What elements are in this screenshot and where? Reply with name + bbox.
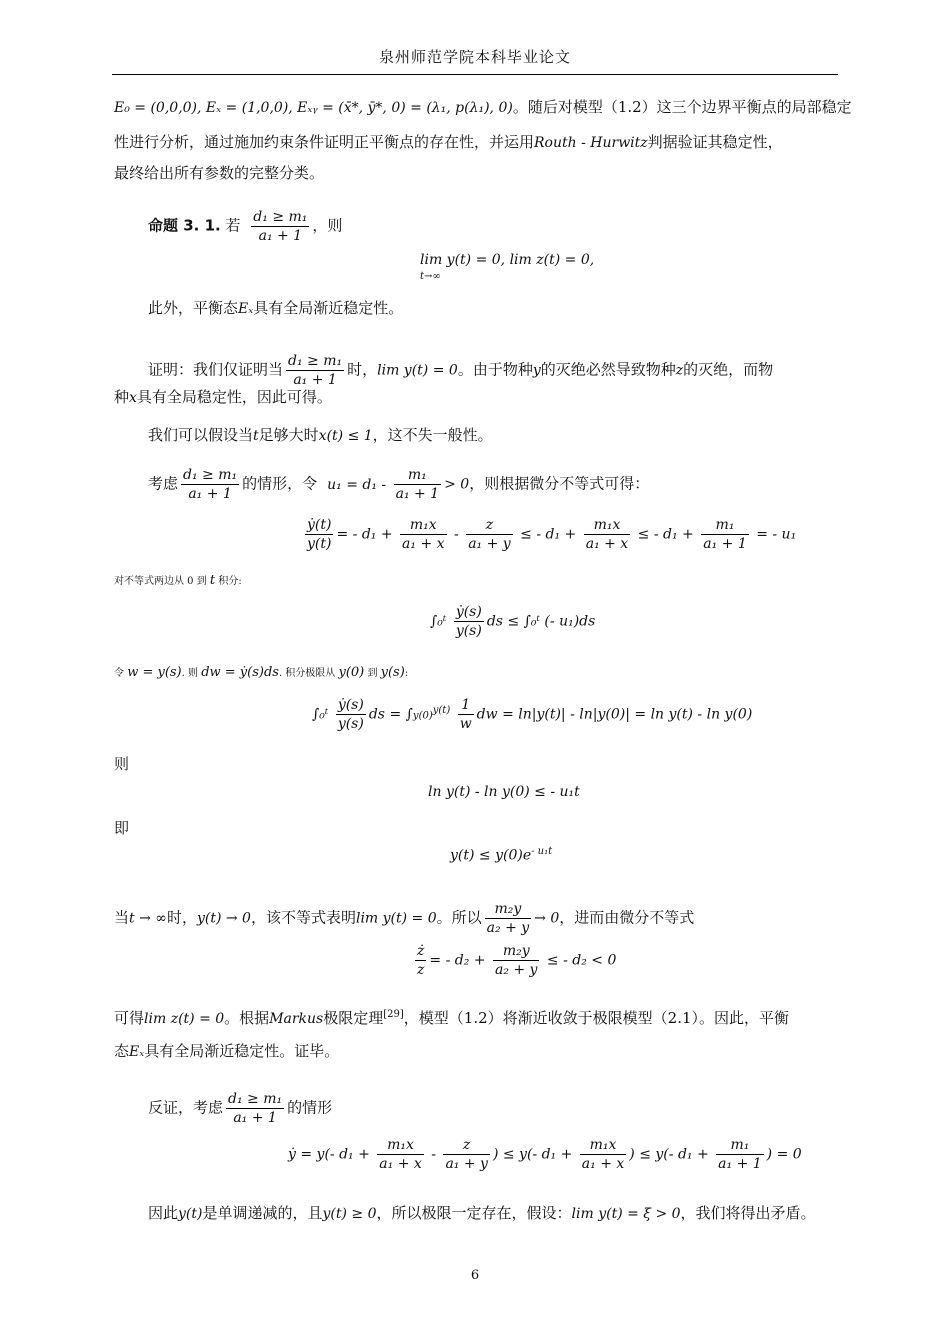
- y-dot-inequality: ẏ = y(- d₁ + $\frac{\text{m₁x}}{\text{a₁ + x}}$ - $\frac{z}{\text{a₁ + y}}$ ) ≤ y(- d₁ + $\frac{\text{m₁x}}{\text{a₁ + x}}$ ) ≤ y(- d₁ + $\frac{\text{m₁}}{\text{a₁ + 1}}$ ) = 0: [288, 1137, 802, 1172]
- condition-fraction: $\frac{\text{d₁ ≥ m₁}}{\text{a₁ + 1}}$: [228, 1091, 283, 1126]
- condition-fraction: $\frac{\text{d₁ ≥ m₁}}{\text{a₁ + 1}}$: [288, 353, 343, 388]
- limit-text: lim y(t) = 0, lim z(t) = 0,: [420, 252, 595, 268]
- text-span: 足够大时: [258, 426, 319, 444]
- condition-fraction: $\frac{\text{d₁ ≥ m₁}}{\text{a₁ + 1}}$: [183, 467, 238, 502]
- conclusion-line-2: 态Eₓ具有全局渐近稳定性。证毕。: [114, 1042, 340, 1060]
- equilibria-formula: E₀ = (0,0,0), Eₓ = (1,0,0), Eₓᵧ = (x̄*, ȳ*, 0) = (λ₁, p(λ₁), 0): [114, 100, 513, 116]
- limit-equation: [420, 252, 594, 268]
- text-span: 我们可以假设当: [148, 426, 254, 444]
- integral-evaluation: ∫₀ᵗ $\frac{\text{ẏ(s)}}{y(s)}$ ds = $\int y(0)^{y(t)}$ $\frac{1}{w}$ dw = ln|y(t)| - ln|y(0)| = ln y(t) - ln y(0): [312, 697, 753, 732]
- text-span: . 积分极限从: [278, 668, 336, 679]
- citation: [29]: [383, 1009, 404, 1020]
- text-span: ，模型（1.2）将渐近收敛于极限模型（2.1）。因此，平衡: [403, 1009, 790, 1027]
- text-span: 对不等式两边从 0 到: [114, 576, 207, 587]
- page-header-title: 泉州师范学院本科毕业论文: [378, 48, 571, 66]
- text-span: 若: [225, 216, 241, 235]
- text-span: ，所以极限一定存在，假设：: [376, 1204, 572, 1222]
- text-span: 判据验证其稳定性，: [647, 133, 783, 151]
- limit-subscript: t→∞: [420, 271, 441, 282]
- proposition-line: [148, 208, 342, 245]
- text-span: 到: [367, 668, 378, 679]
- text-span: 当: [114, 908, 130, 927]
- differential-inequality: $\frac{\text{ẏ(t)}}{y(t)}$ = - d₁ + $\frac{\text{m₁x}}{\text{a₁ + x}}$ - $\frac{z}{\text{a₁ + y}}$ ≤ - d₁ + $\frac{\text{m₁x}}{\text{a₁ + x}}$ ≤ - d₁ + $\frac{\text{m₁}}{\text{a₁ + 1}}$ = - u₁: [307, 517, 797, 552]
- reverse-line: [148, 1090, 332, 1127]
- text-span: 具有全局渐近稳定性。: [253, 299, 404, 317]
- text-span: :: [404, 668, 409, 679]
- text-span: 此外，平衡态: [148, 299, 239, 317]
- text-span: 反证，考虑: [148, 1098, 224, 1117]
- substitution-note: 令 w = y(s). 则 dw = ẏ(s)ds. 积分极限从 y(0) 到 y(s):: [114, 665, 409, 680]
- text-span: ，我们将得出矛盾。: [680, 1204, 816, 1222]
- z-inequality: $\frac{ż}{z}$ = - d₂ + $\frac{\text{m₂y}}{\text{a₂ + y}}$ ≤ - d₂ < 0: [417, 943, 617, 978]
- text-span: 。所以: [436, 908, 482, 927]
- condition-fraction: $\frac{\text{d₁ ≥ m₁}}{\text{a₁ + 1}}$: [253, 209, 308, 244]
- text-span: 最终给出所有参数的完整分类。: [114, 164, 325, 182]
- text-span: 的情形，令: [242, 474, 318, 493]
- markus-term: Markus: [269, 1011, 324, 1027]
- text-span: 态: [114, 1042, 130, 1060]
- exponent: - u₁t: [531, 846, 553, 857]
- text-span: 极限定理: [323, 1009, 384, 1027]
- text-span: 。随后对模型（1.2）这三个边界平衡点的局部稳定: [512, 98, 852, 116]
- ie-label: 即: [114, 819, 130, 837]
- text-span: 。根据: [224, 1009, 270, 1027]
- integral-inequality: ∫₀ᵗ $\frac{\text{ẏ(s)}}{y(s)}$ ds ≤ ∫₀ᵗ (- u₁)ds: [430, 604, 596, 639]
- text-span: ，该不等式表明: [250, 908, 356, 927]
- text-span: 种: [114, 388, 130, 406]
- text-span: 考虑: [148, 474, 179, 493]
- consider-line: 考虑 $\frac{\text{d₁ ≥ m₁}}{\text{a₁ + 1}}$ 的情形，令 u₁ = d₁ - $\frac{\text{m₁}}{\text{a₁ + 1}}$ > 0，则根据微分不等式可得：: [148, 467, 650, 502]
- text-span: 可得: [114, 1009, 145, 1027]
- text-span: ，则根据微分不等式可得：: [469, 474, 650, 493]
- text-span: 具有全局渐近稳定性。证毕。: [144, 1042, 340, 1060]
- text-span: 令: [114, 668, 124, 679]
- header-rule: [112, 74, 838, 75]
- text-span: y(t) ≤ y(0)e: [450, 847, 532, 864]
- log-inequality: ln y(t) - ln y(0) ≤ - u₁t: [428, 784, 580, 800]
- text-span: 时，: [347, 360, 378, 379]
- assume-line: 我们可以假设当t足够大时x(t) ≤ 1，这不失一般性。: [148, 426, 493, 444]
- proof-line-1: 证明：我们仅证明当 $\frac{\text{d₁ ≥ m₁}}{\text{a₁ + 1}}$ 时，lim y(t) = 0。由于物种y的灭绝必然导致物种z的灭绝，而物: [148, 353, 774, 388]
- ex-symbol: Eₓ: [238, 301, 254, 317]
- last-line: 因此y(t)是单调递减的，且y(t) ≥ 0，所以极限一定存在，假设：lim y(t) = ξ > 0，我们将得出矛盾。: [148, 1204, 816, 1222]
- text-span: ，则: [312, 216, 343, 235]
- text-span: 性进行分析，通过施加约束条件证明正平衡点的存在性，并运用: [114, 133, 535, 151]
- page-number: 6: [470, 1268, 480, 1283]
- limit-argument-line: 当t → ∞时，y(t) → 0，该不等式表明lim y(t) = 0。所以 $\frac{\text{m₂y}}{\text{a₂ + y}}$ → 0，进而由微分不等式: [114, 901, 695, 936]
- integrate-note: 对不等式两边从 0 到 t 积分:: [114, 573, 242, 588]
- text-span: 的情形: [287, 1098, 333, 1117]
- conclusion-line-1: 可得lim z(t) = 0。根据Markus极限定理[29]，模型（1.2）将渐近收敛于极限模型（2.1）。因此，平衡: [114, 1009, 790, 1027]
- text-span: 具有全局稳定性，因此可得。: [136, 388, 332, 406]
- text-span: . 则: [181, 668, 198, 679]
- text-span: 。由于物种: [457, 360, 533, 379]
- text-span: ，进而由微分不等式: [559, 908, 695, 927]
- proof-line-2: 种x具有全局稳定性，因此可得。: [114, 388, 332, 406]
- text-span: 时，: [166, 908, 197, 927]
- text-span: 因此: [148, 1204, 179, 1222]
- then-label: 则: [114, 755, 130, 773]
- proposition-label: 命题 3. 1.: [148, 216, 221, 235]
- paragraph-line-1: [114, 96, 852, 119]
- text-span: 的灭绝，而物: [683, 360, 774, 379]
- paragraph-line-2: [114, 131, 783, 154]
- paragraph-global-stability: [148, 297, 403, 320]
- text-span: 证明：我们仅证明当: [148, 360, 284, 379]
- text-span: 是单调递减的，且: [202, 1204, 323, 1222]
- text-span: ，这不失一般性。: [372, 426, 493, 444]
- text-span: 积分:: [218, 576, 242, 587]
- exponential-bound: [450, 846, 552, 864]
- paragraph-line-3: [114, 162, 324, 184]
- text-span: 的灭绝必然导致物种: [540, 360, 676, 379]
- routh-hurwitz-term: Routh - Hurwitz: [534, 135, 648, 151]
